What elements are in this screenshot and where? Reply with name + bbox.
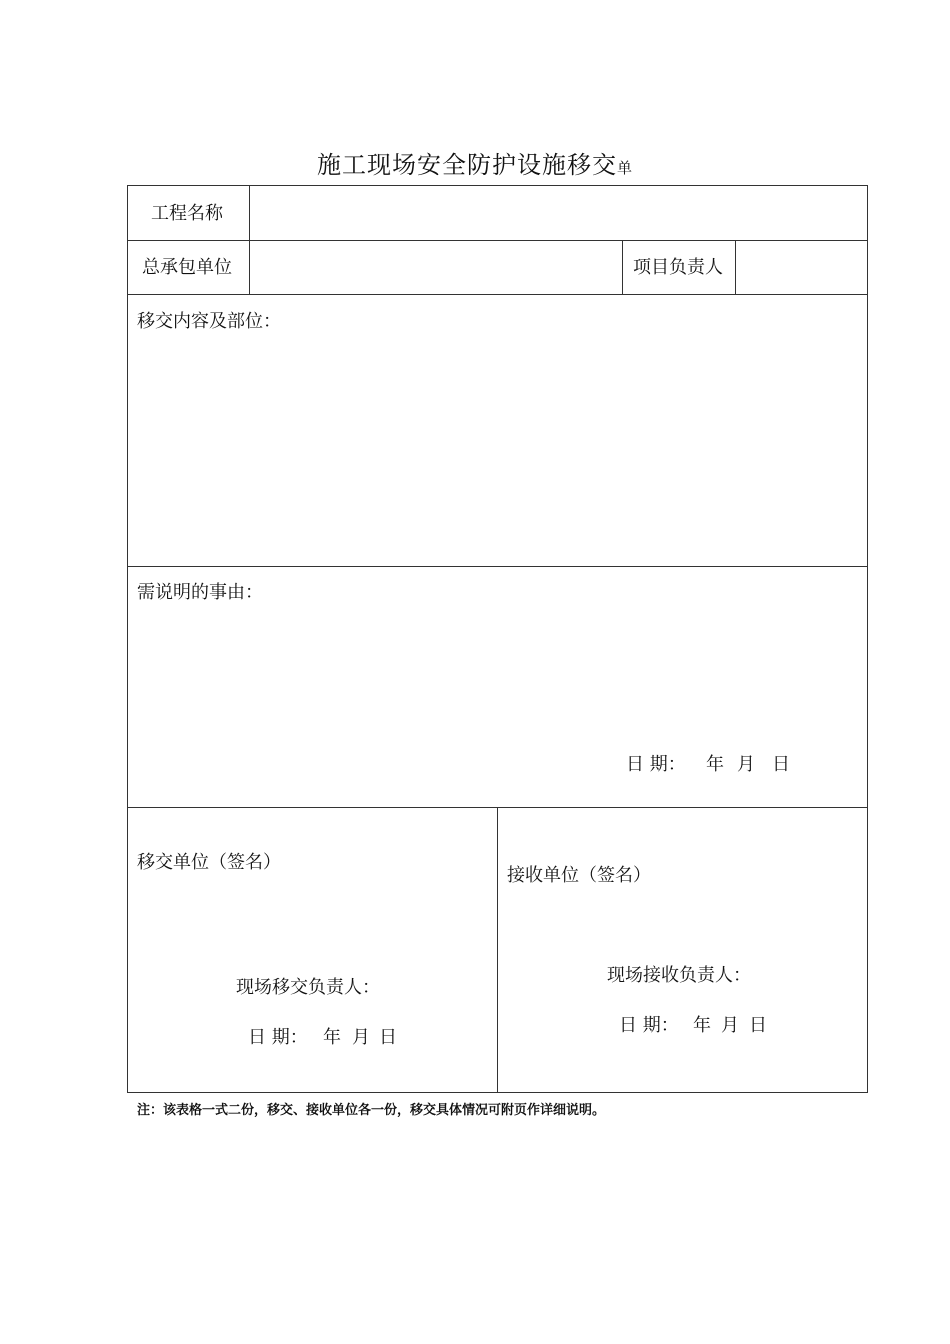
matters-label: 需说明的事由：	[137, 582, 263, 603]
handover-person-label: 现场移交负责人：	[236, 977, 380, 998]
handover-form	[127, 185, 868, 1093]
contractor-label: 总承包单位	[142, 257, 232, 278]
document-title	[0, 145, 950, 180]
matters-date-label: 日 期：	[626, 754, 686, 775]
form-col-divider	[497, 807, 498, 1093]
form-row-divider	[128, 294, 867, 295]
receiving-date-month: 月	[721, 1015, 739, 1036]
project-name-label: 工程名称	[151, 203, 223, 224]
matters-date-day: 日	[772, 754, 790, 775]
form-col-divider	[249, 186, 250, 294]
handover-date-month: 月	[352, 1027, 370, 1048]
receiving-date-year: 年	[693, 1015, 711, 1036]
receiving-date-label: 日 期：	[619, 1015, 679, 1036]
handover-date-day: 日	[379, 1027, 397, 1048]
document-title-suffix: 单	[616, 159, 633, 177]
receiving-person-label: 现场接收负责人：	[607, 965, 751, 986]
receiving-unit-label: 接收单位（签名）	[507, 865, 651, 886]
receiving-date-day: 日	[749, 1015, 767, 1036]
form-col-divider	[622, 240, 623, 294]
handover-content-label: 移交内容及部位：	[137, 311, 281, 332]
document-title-main: 施工现场安全防护设施移交	[316, 151, 617, 179]
matters-date-month: 月	[737, 754, 755, 775]
form-row-divider	[128, 240, 867, 241]
footnote: 注：该表格一式二份，移交、接收单位各一份，移交具体情况可附页作详细说明。	[137, 1103, 606, 1118]
form-col-divider	[735, 240, 736, 294]
form-row-divider	[128, 566, 867, 567]
project-manager-label: 项目负责人	[633, 257, 723, 278]
matters-date-year: 年	[706, 754, 724, 775]
handover-unit-label: 移交单位（签名）	[137, 852, 281, 873]
handover-date-label: 日 期：	[248, 1027, 308, 1048]
handover-date-year: 年	[323, 1027, 341, 1048]
